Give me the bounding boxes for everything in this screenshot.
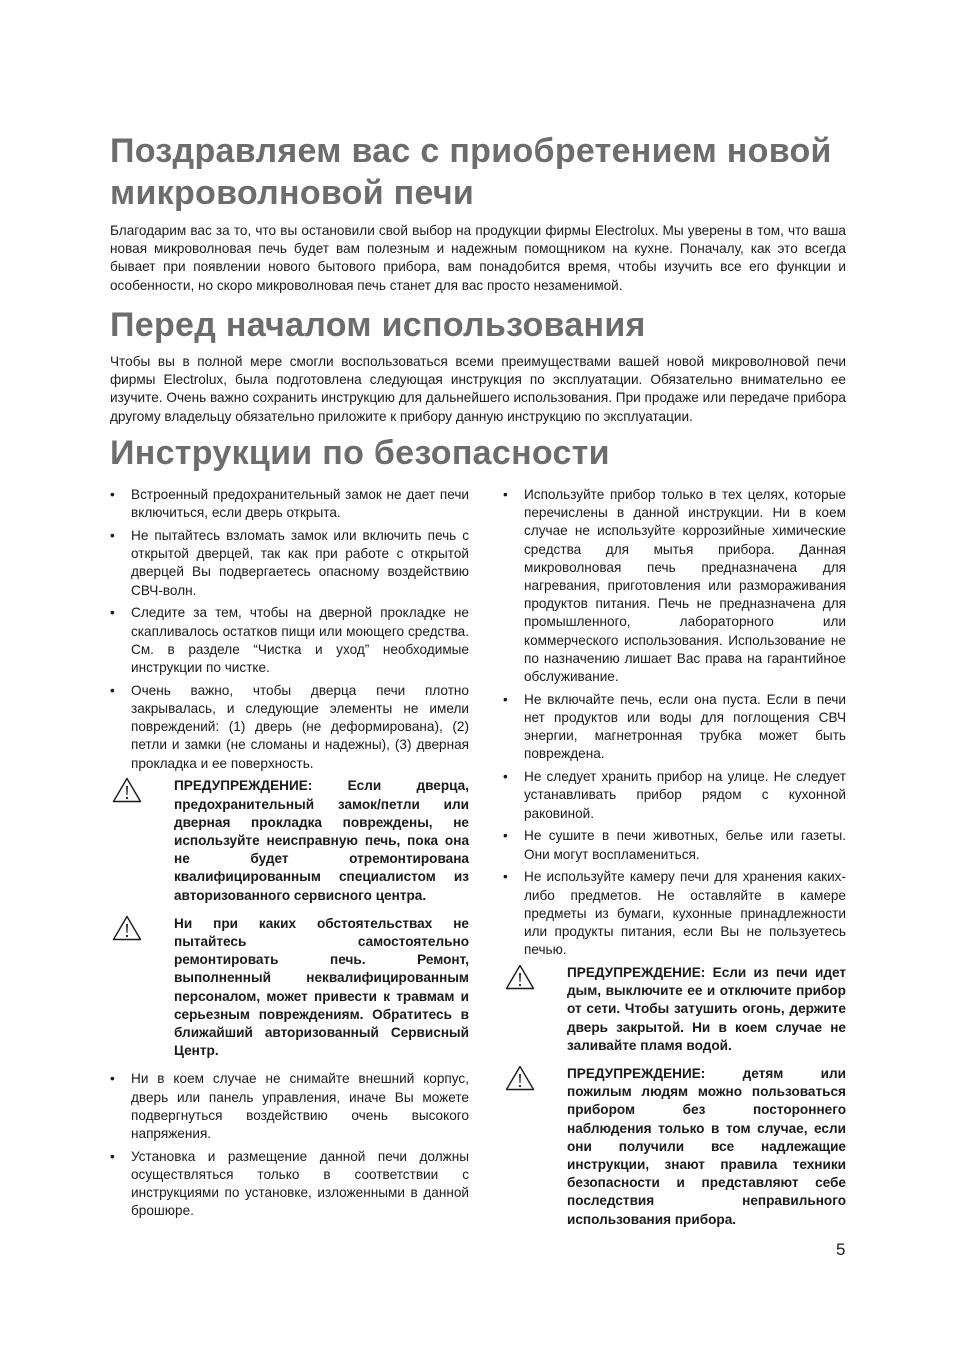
list-item <box>503 768 846 823</box>
before-use-paragraph: Чтобы вы в полной мере смогли воспользоваться всеми преимуществами вашей новой микроволновой печи фирмы Electrolux, была подготовлена следующая инструкция по эксплуатации. Обязательно внимательно ее изучите. Очень важно сохранить инструкцию для дальнейшего использования. При продаже или передаче прибора другому владельцу обязательно приложите к прибору данную инструкцию по эксплуатации. <box>110 354 846 424</box>
list-item-text: Не используйте камеру печи для хранения каких-либо предметов. Не оставляйте в камере предметы из бумаги, кухонные принадлежности или продукты питания, если Вы не пользуетесь печью. <box>524 869 846 958</box>
list-item <box>503 827 846 863</box>
list-item-text: Ни в коем случае не снимайте внешний корпус, дверь или панель управления, иначе Вы можете подвергнуться воздействию очень высокого напряжения. <box>131 1071 469 1142</box>
list-item <box>110 486 469 522</box>
before-use-heading: Перед началом использования <box>110 306 646 344</box>
bullet-marker: • <box>503 769 508 785</box>
right-column <box>503 486 846 1239</box>
list-item-text: Следите за тем, чтобы на дверной прокладке не скапливалось остатков пищи или моющего средства. См. в разделе “Чистка и уход” необходимые инструкции по чистке. <box>131 605 469 676</box>
left-bullet-list-bottom <box>110 1070 469 1220</box>
left-bullet-list-top <box>110 486 469 773</box>
warning-block <box>110 915 469 1061</box>
bullet-marker: • <box>110 1071 115 1087</box>
warning-triangle-icon <box>112 777 142 803</box>
bullet-marker: • <box>503 828 508 844</box>
list-item-text: Не включайте печь, если она пуста. Если в печи нет продуктов или воды для поглощения СВЧ энергии, магнетронная трубка может быть повреждена. <box>524 691 846 762</box>
warning-text: Ни при каких обстоятельствах не пытайтесь самостоятельно ремонтировать печь. Ремонт, выполненный неквалифицированным персоналом, может привести к травмам и серьезным повреждениям. Обратитесь в ближайший авторизованный Сервисный Центр. <box>174 915 469 1059</box>
bullet-marker: • <box>110 682 115 698</box>
safety-heading: Инструкции по безопасности <box>110 434 610 472</box>
warning-triangle-icon <box>112 915 142 941</box>
list-item <box>503 868 846 959</box>
warning-text: ПРЕДУПРЕЖДЕНИЕ: Если дверца, предохранительный замок/петли или дверная прокладка повреждены, не используйте неисправную печь, пока она не будет отремонтирована квалифицированным специалистом из авторизованного сервисного центра. <box>174 778 469 903</box>
list-item <box>110 682 469 773</box>
list-item-text: Используйте прибор только в тех целях, которые перечислены в данной инструкции. Ни в коем случае не используйте коррозийные химические средства для мытья прибора. Данная микроволновая печь предназначена для нагревания, приготовления или размораживания продуктов питания. Печь не предназначена для промышленного, лабораторного или коммерческого использования. Использование не по назначению лишает Вас права на гарантийное обслуживание. <box>524 487 846 685</box>
right-bullet-list <box>503 486 846 959</box>
list-item-text: Установка и размещение данной печи должны осуществляться только в соответствии с инструкциями по установке, изложенными в данной брошюре. <box>131 1148 469 1219</box>
warning-triangle-icon <box>505 964 535 990</box>
bullet-marker: • <box>503 691 508 707</box>
bullet-marker: • <box>110 528 115 543</box>
intro-paragraph: Благодарим вас за то, что вы остановили свой выбор на продукции фирмы Electrolux. Мы уверены в том, что ваша новая микроволновая печь будет вам полезным и надежным помощником на кухне. Поначалу, как это всегда бывает при появлении нового бытового прибора, вам понадобится время, чтобы изучить все его функции и особенности, но скоро микроволновая печь станет для вас просто незаменимой. <box>110 223 846 293</box>
warning-text: ПРЕДУПРЕЖДЕНИЕ: Если из печи идет дым, выключите ее и отключите прибор от сети. Чтобы затушить огонь, держите дверь закрытой. Ни в коем случае не заливайте пламя водой. <box>567 965 846 1053</box>
list-item-text: Не пытайтесь взломать замок или включить печь с открытой дверцей, так как при работе с открытой дверцей Вы подвергаетесь опасному воздействию СВЧ-волн. <box>131 528 469 598</box>
list-item <box>110 527 469 600</box>
list-item <box>110 604 469 677</box>
left-column <box>110 486 469 1225</box>
warning-triangle-icon <box>505 1065 535 1091</box>
warning-block <box>503 1065 846 1229</box>
list-item <box>503 691 846 764</box>
list-item-text: Не следует хранить прибор на улице. Не следует устанавливать прибор рядом с кухонной раковиной. <box>524 769 846 821</box>
list-item <box>110 1070 469 1143</box>
list-item <box>503 486 846 686</box>
bullet-marker: • <box>110 1148 115 1164</box>
bullet-marker: • <box>110 605 115 621</box>
list-item-text: Не сушите в печи животных, белье или газеты. Они могут воспламениться. <box>524 828 846 862</box>
list-item-text: Встроенный предохранительный замок не дает печи включиться, если дверь открыта. <box>131 487 469 521</box>
list-item-text: Очень важно, чтобы дверца печи плотно закрывалась, и следующие элементы не имели повреждений: (1) дверь (не деформирована), (2) петли и замки (не сломаны и надежны), (3) дверная прокладка и ее поверхность. <box>131 682 469 771</box>
bullet-marker: • <box>110 487 115 502</box>
bullet-marker: • <box>503 869 508 885</box>
page-number: 5 <box>836 1240 846 1259</box>
main-heading: Поздравляем вас с приобретением новой микроволновой печи <box>110 132 832 212</box>
warning-block <box>110 777 469 904</box>
list-item <box>110 1148 469 1221</box>
warning-block <box>503 964 846 1055</box>
bullet-marker: • <box>503 487 508 502</box>
warning-text: ПРЕДУПРЕЖДЕНИЕ: детям или пожилым людям можно пользоваться прибором без постороннего наблюдения только в том случае, если они получили все надлежащие инструкции, знают правила техники безопасности и представляют себе последствия неправильного использования прибора. <box>567 1066 846 1227</box>
